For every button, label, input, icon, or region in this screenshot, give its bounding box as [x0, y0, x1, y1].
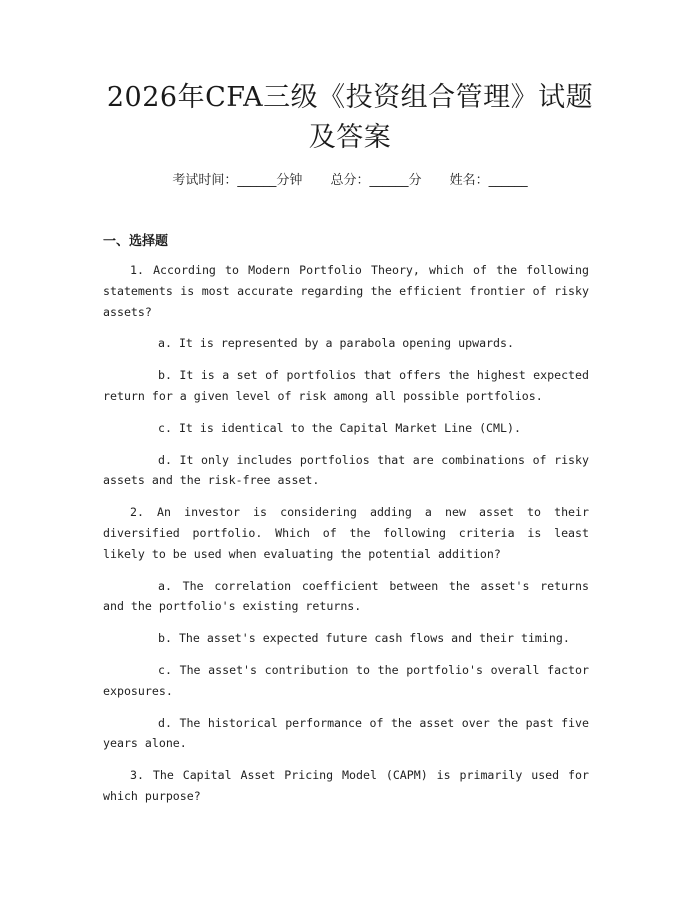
- document-title: 2026年CFA三级《投资组合管理》试题及答案: [106, 82, 594, 153]
- answer-option: b. It is a set of portfolios that offers the highest expected return for a given level of risk among all possible portfolios.: [103, 368, 589, 403]
- answer-option: c. It is identical to the Capital Market Line (CML).: [158, 420, 521, 435]
- answer-option: a. The correlation coefficient between the asset's returns and the portfolio's existing returns.: [103, 578, 589, 614]
- exam-time-label: 考试时间：______分钟: [172, 173, 303, 188]
- answer-option: c. The asset's contribution to the portfolio's overall factor exposures.: [103, 662, 589, 698]
- section-title: 一、选择题: [103, 234, 169, 249]
- total-score-label: 总分：______分: [330, 173, 422, 188]
- questions-body: [103, 260, 589, 818]
- exam-meta: [0, 169, 700, 188]
- question-text: 2. An investor is considering adding a new asset to their diversified portfolio. Which of the following criteria is least likely to be used when evaluating the potential addition?: [103, 505, 589, 561]
- answer-option: d. It only includes portfolios that are combinations of risky assets and the risk-free asset.: [103, 452, 589, 488]
- answer-option: b. The asset's expected future cash flows and their timing.: [158, 631, 570, 646]
- answer-option: d. The historical performance of the asset over the past five years alone.: [103, 715, 589, 751]
- question-text: 1. According to Modern Portfolio Theory, which of the following statements is most accurate regarding the efficient frontier of risky assets?: [103, 263, 589, 319]
- name-label: 姓名：______: [449, 173, 528, 188]
- question-text: 3. The Capital Asset Pricing Model (CAPM) is primarily used for which purpose?: [103, 768, 589, 803]
- answer-option: a. It is represented by a parabola opening upwards.: [158, 336, 514, 351]
